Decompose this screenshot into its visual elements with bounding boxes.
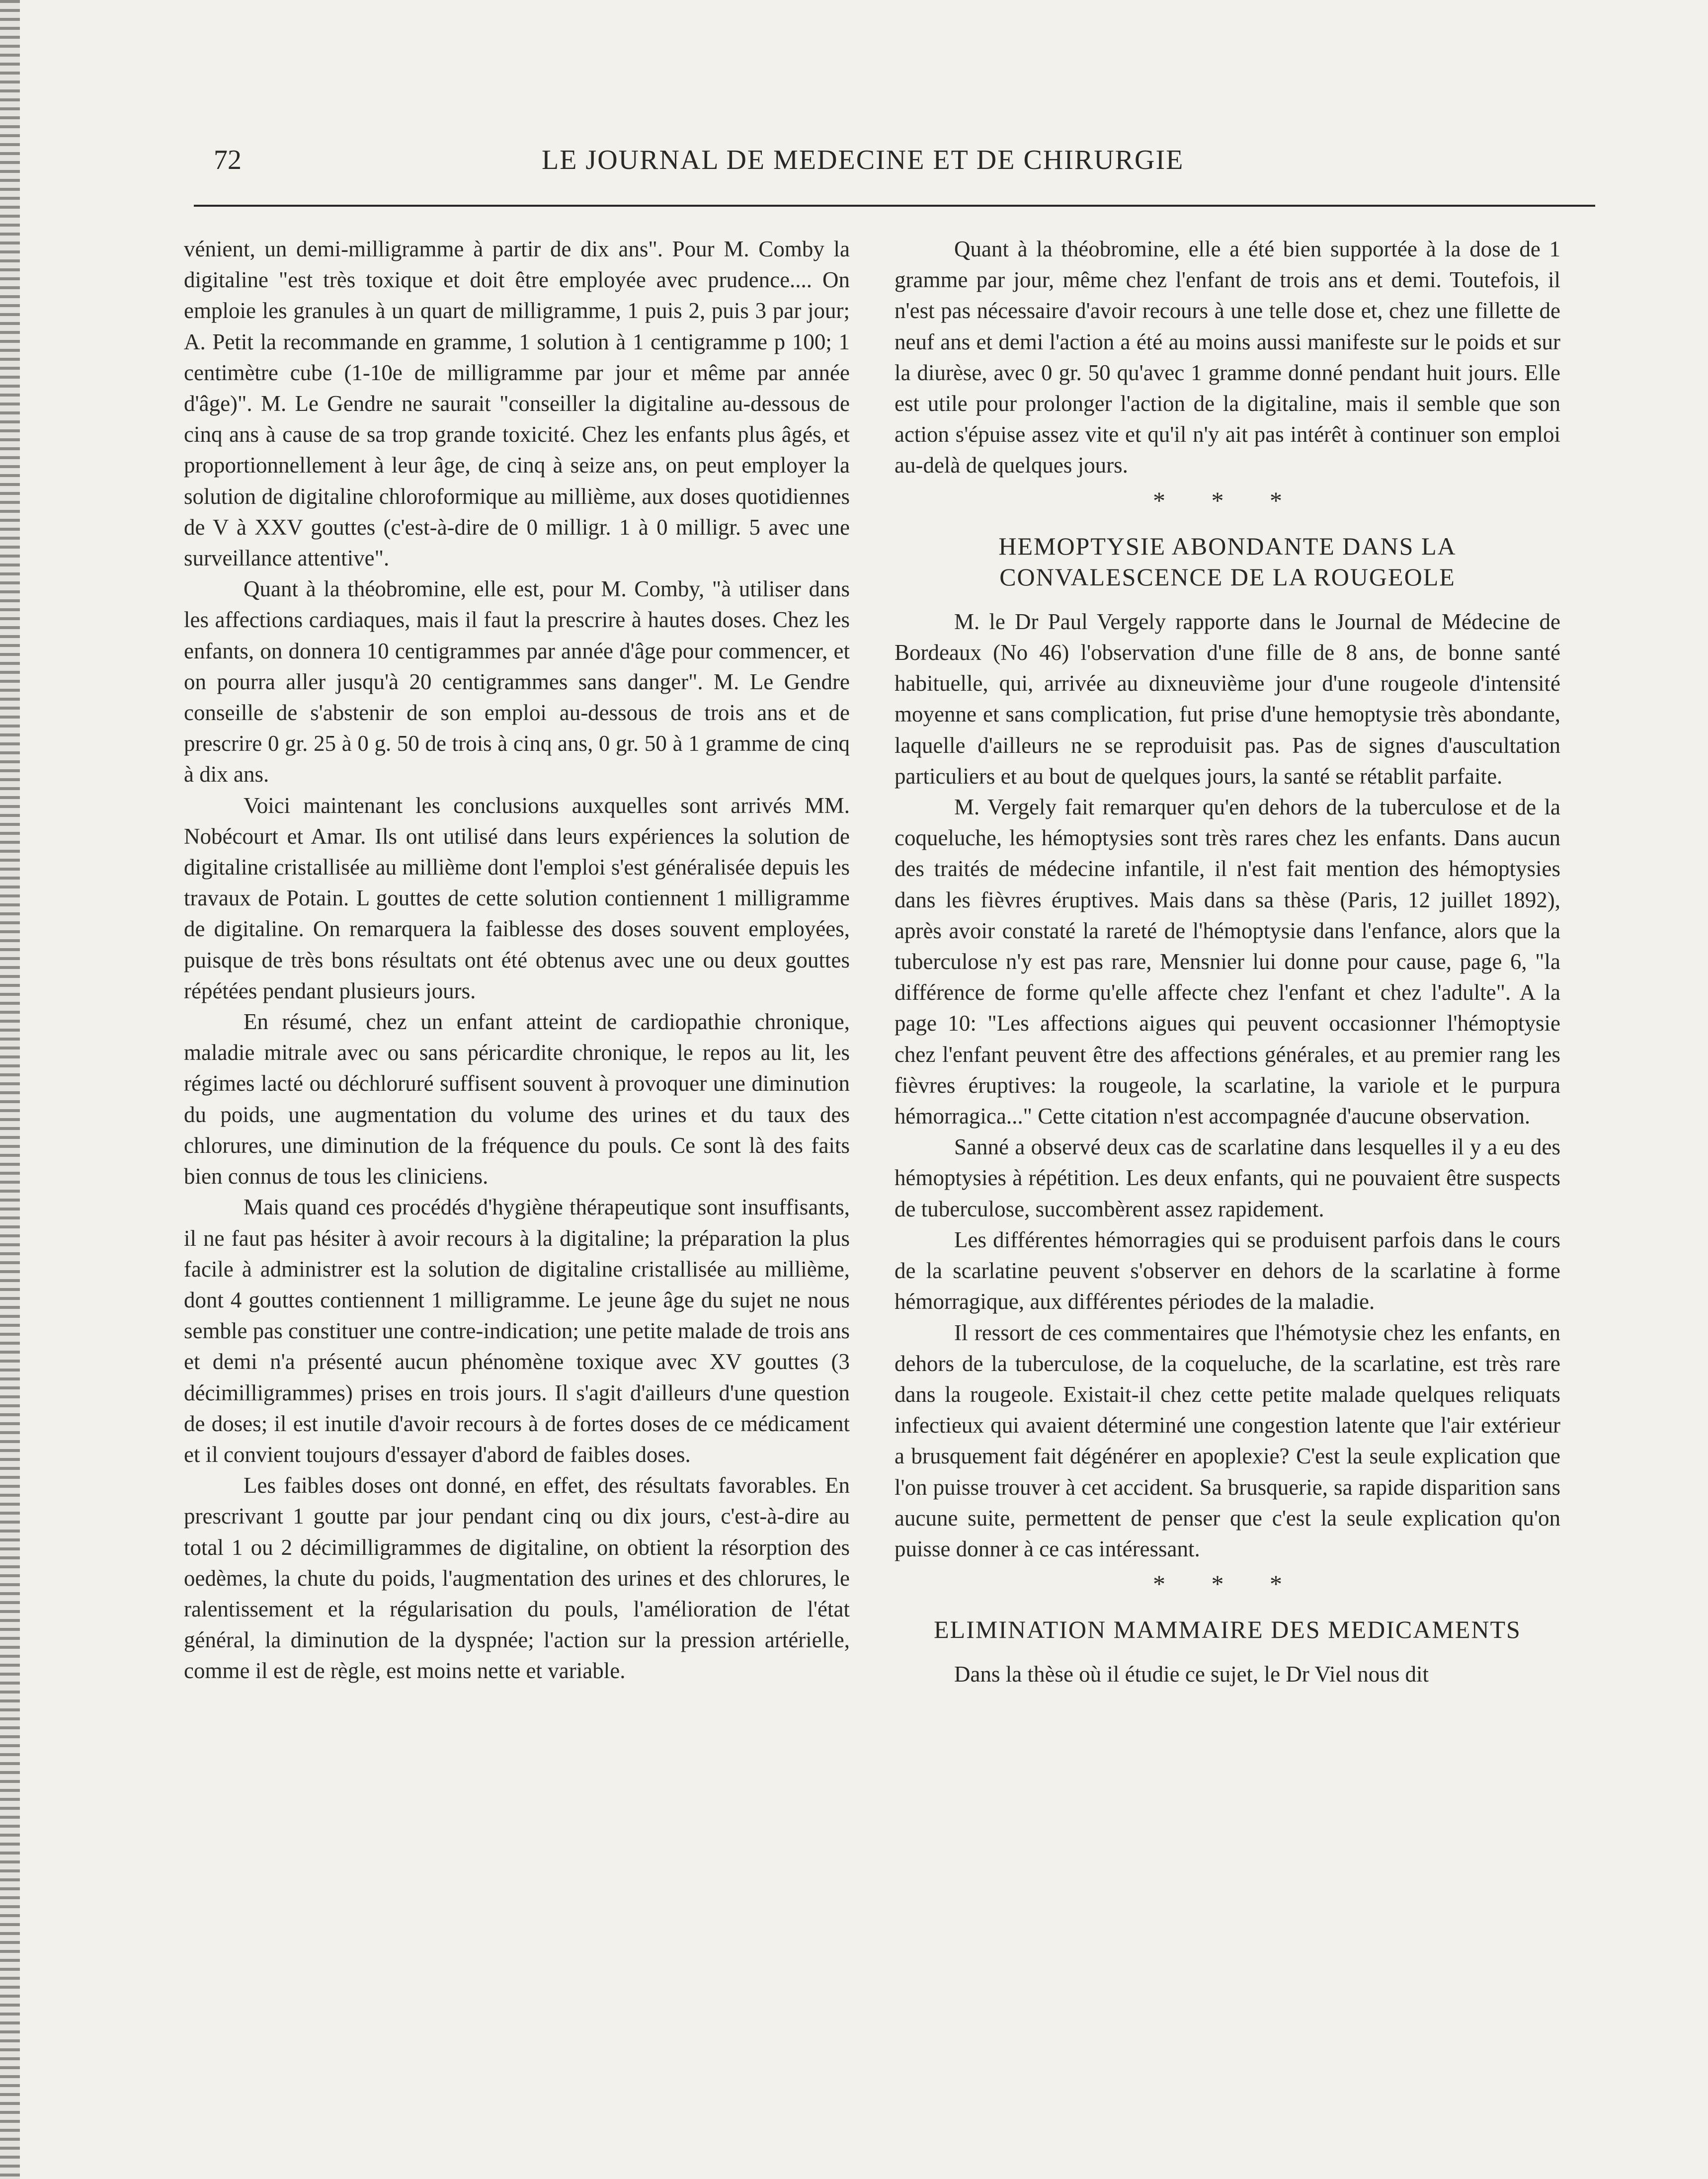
paragraph: Quant à la théobromine, elle a été bien supportée à la dose de 1 gramme par jour, même chez l'enfant de trois ans et demi. Toutefois, il n'est pas nécessaire d'avoir recours à une telle dose et, chez une fillette de neuf ans et demi l'action a été au moins aussi manifeste sur le poids et sur la diurèse, avec 0 gr. 50 qu'avec 1 gramme donné pendant huit jours. Elle est utile pour prolonger l'action de la digitaline, mais il semble que son action s'épuise assez vite et qu'il n'y ait pas intérêt à continuer son emploi au-delà de quelques jours. (895, 237, 1560, 478)
running-title: LE JOURNAL DE MEDECINE ET DE CHIRURGIE (542, 145, 1184, 175)
section-separator: * * * (1153, 1570, 1302, 1598)
left-column (184, 234, 850, 1687)
header-rule (194, 205, 1595, 207)
section-separator: * * * (1153, 486, 1302, 514)
section-heading: HEMOPTYSIE ABONDANTE DANS LA CONVALESCENCE DE LA ROUGEOLE (998, 532, 1457, 591)
paragraph: Dans la thèse où il étudie ce sujet, le Dr Viel nous dit (954, 1662, 1429, 1687)
paragraph: Les faibles doses ont donné, en effet, des résultats favorables. En prescrivant 1 goutte par jour pendant cinq ou dix jours, c'est-à-dire au total 1 ou 2 décimilligrammes de digitaline, on obtient la résorption des oedèmes, la chute du poids, l'augmentation des urines et des chlorures, le ralentissement et la régularisation du pouls, l'amélioration de l'état général, la diminution de la dyspnée; l'action sur la pression artérielle, comme il est de règle, est moins nette et variable. (184, 1473, 850, 1684)
paragraph: M. le Dr Paul Vergely rapporte dans le Journal de Médecine de Bordeaux (No 46) l'observation d'une fille de 8 ans, de bonne santé habituelle, qui, arrivée au dixneuvième jour d'une rougeole d'intensité moyenne et sans complication, fut prise d'une hemoptysie très abondante, laquelle d'ailleurs ne se reproduisit pas. Pas de signes d'auscultation particuliers et au bout de quelques jours, la santé se rétablit parfaite. (895, 609, 1560, 789)
section-heading: ELIMINATION MAMMAIRE DES MEDICAMENTS (934, 1615, 1521, 1644)
paragraph: vénient, un demi-milligramme à partir de dix ans". Pour M. Comby la digitaline "est très toxique et doit être employée avec prudence.... On emploie les granules à un quart de milligramme, 1 puis 2, puis 3 par jour; A. Petit la recommande en gramme, 1 solution à 1 centigramme p 100; 1 centimètre cube (1-10e de milligramme par jour et même par année d'âge)". M. Le Gendre ne saurait "conseiller la digitaline au-dessous de cinq ans à cause de sa trop grande toxicité. Chez les enfants plus âgés, et proportionnellement à leur âge, de cinq à seize ans, on peut employer la solution de digitaline chloroformique au millième, aux doses quotidiennes de V à XXV gouttes (c'est-à-dire de 0 milligr. 1 à 0 milligr. 5 avec une surveillance attentive". (184, 237, 850, 571)
scanned-page-edge (0, 0, 20, 2179)
paragraph: M. Vergely fait remarquer qu'en dehors de la tuberculose et de la coqueluche, les hémoptysies sont très rares chez les enfants. Dans aucun des traités de médecine infantile, il n'est fait mention des hémoptysies dans les fièvres éruptives. Mais dans sa thèse (Paris, 12 juillet 1892), après avoir constaté la rareté de l'hémoptysie dans l'enfance, alors que la tuberculose n'y est pas rare, Mensnier lui donne pour cause, page 6, "la différence de forme qu'elle affecte chez l'enfant et chez l'adulte". A la page 10: "Les affections aigues qui peuvent occasionner l'hémoptysie chez l'enfant peuvent être des affections générales, et au premier rang les fièvres éruptives: la rougeole, la scarlatine, la variole et le purpura hémorragica..." Cette citation n'est accompagnée d'aucune observation. (895, 795, 1560, 1129)
paragraph: Mais quand ces procédés d'hygiène thérapeutique sont insuffisants, il ne faut pas hésiter à avoir recours à la digitaline; la préparation la plus facile à administrer est la solution de digitaline cristallisée au millième, dont 4 gouttes contiennent 1 milligramme. Le jeune âge du sujet ne nous semble pas constituer une contre-indication; une petite malade de trois ans et demi n'a présenté aucun phénomène toxique avec XV gouttes (3 décimilligrammes) prises en trois jours. Il s'agit d'ailleurs d'une question de doses; il est inutile d'avoir recours à de fortes doses de ce médicament et il convient toujours d'essayer d'abord de faibles doses. (184, 1195, 850, 1467)
paragraph: Quant à la théobromine, elle est, pour M. Comby, "à utiliser dans les affections cardiaques, mais il faut la prescrire à hautes doses. Chez les enfants, on donnera 10 centigrammes par année d'âge pour commencer, et on pourra aller jusqu'à 20 centigrammes sans danger". M. Le Gendre conseille de s'abstenir de son emploi au-dessous de trois ans et de prescrire 0 gr. 25 à 0 g. 50 de trois à cinq ans, 0 gr. 50 à 1 gramme de cinq à dix ans. (184, 576, 850, 787)
page-header (214, 144, 1590, 184)
paragraph: Sanné a observé deux cas de scarlatine dans lesquelles il y a eu des hémoptysies à répétition. Les deux enfants, qui ne pouvaient être suspects de tuberculose, succombèrent assez rapidement. (895, 1134, 1560, 1221)
paragraph: Voici maintenant les conclusions auxquelles sont arrivés MM. Nobécourt et Amar. Ils ont utilisé dans leurs expériences la solution de digitaline cristallisée au millième dont l'emploi s'est généralisée depuis les travaux de Potain. L gouttes de cette solution contiennent 1 milligramme de digitaline. On remarquera la faiblesse des doses souvent employées, puisque de très bons résultats ont été obtenus avec une ou deux gouttes répétées pendant plusieurs jours. (184, 793, 850, 1003)
paragraph: Il ressort de ces commentaires que l'hémotysie chez les enfants, en dehors de la tuberculose, de la coqueluche, de la scarlatine, est très rare dans la rougeole. Existait-il chez cette petite malade quelques reliquats infectieux qui avaient déterminé une congestion latente que l'air extérieur a brusquement fait dégénérer en apoplexie? C'est la seule explication que l'on puisse trouver à cet accident. Sa brusquerie, sa rapide disparition sans aucune suite, permettent de penser que c'est la seule explication qu'on puisse donner à ce cas intéressant. (895, 1320, 1560, 1561)
page-number: 72 (214, 145, 242, 175)
paragraph: En résumé, chez un enfant atteint de cardiopathie chronique, maladie mitrale avec ou sans péricardite chronique, le repos au lit, les régimes lacté ou déchloruré suffisent souvent à provoquer une diminution du poids, une augmentation du volume des urines et du taux des chlorures, une diminution de la fréquence du pouls. Ce sont là des faits bien connus de tous les cliniciens. (184, 1009, 850, 1189)
paragraph: Les différentes hémorragies qui se produisent parfois dans le cours de la scarlatine peuvent s'observer en dehors de la scarlatine à forme hémorragique, aux différentes périodes de la maladie. (895, 1227, 1560, 1314)
right-column (895, 234, 1560, 1690)
